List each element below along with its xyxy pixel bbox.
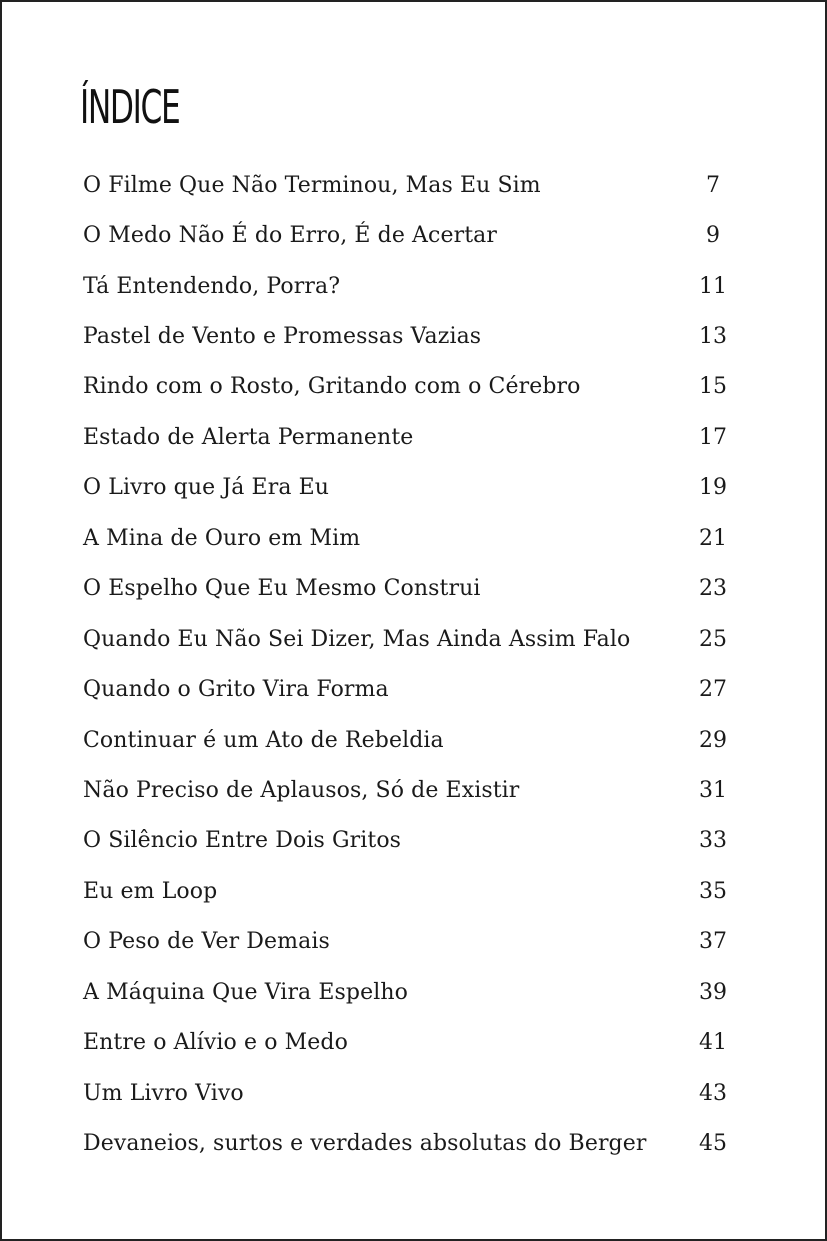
toc-entry-title: Pastel de Vento e Promessas Vazias [83, 324, 482, 350]
toc-entry-title: Eu em Loop [83, 878, 218, 904]
toc-entry[interactable] [83, 715, 743, 765]
toc-entry-title: O Peso de Ver Demais [83, 929, 330, 955]
toc-entry-title: Continuar é um Ato de Rebeldia [83, 727, 444, 753]
toc-entry[interactable] [83, 210, 743, 260]
toc-entry-title: Um Livro Vivo [83, 1080, 244, 1106]
toc-entry-page-number: 11 [699, 273, 727, 299]
toc-list [83, 160, 743, 1169]
toc-entry-title: O Filme Que Não Terminou, Mas Eu Sim [83, 172, 541, 198]
toc-entry[interactable] [83, 664, 743, 714]
toc-entry-page-number: 27 [699, 677, 727, 703]
toc-entry[interactable] [83, 160, 743, 210]
toc-entry-page-number: 15 [699, 374, 727, 400]
toc-entry-page-number: 43 [699, 1080, 727, 1106]
toc-entry[interactable] [83, 917, 743, 967]
toc-entry[interactable] [83, 261, 743, 311]
toc-entry[interactable] [83, 564, 743, 614]
toc-entry-title: O Espelho Que Eu Mesmo Construi [83, 576, 481, 602]
toc-entry-page-number: 45 [699, 1131, 727, 1157]
toc-entry-page-number: 29 [699, 727, 727, 753]
toc-entry[interactable] [83, 614, 743, 664]
toc-entry-title: O Medo Não É do Erro, É de Acertar [83, 223, 497, 249]
toc-entry-title: Tá Entendendo, Porra? [83, 273, 341, 299]
toc-entry-page-number: 23 [699, 576, 727, 602]
toc-entry[interactable] [83, 816, 743, 866]
toc-entry-page-number: 37 [699, 929, 727, 955]
toc-entry-page-number: 25 [699, 626, 727, 652]
toc-entry[interactable] [83, 311, 743, 361]
toc-entry[interactable] [83, 866, 743, 916]
toc-entry-page-number: 33 [699, 828, 727, 854]
toc-entry-page-number: 19 [699, 475, 727, 501]
toc-entry-title: Entre o Alívio e o Medo [83, 1030, 348, 1056]
toc-entry[interactable] [83, 412, 743, 462]
toc-entry-title: Quando o Grito Vira Forma [83, 677, 389, 703]
toc-entry-page-number: 7 [706, 172, 720, 198]
toc-entry-title: Devaneios, surtos e verdades absolutas do Berger [83, 1131, 647, 1157]
toc-entry[interactable] [83, 362, 743, 412]
toc-entry[interactable] [83, 1118, 743, 1168]
toc-entry-page-number: 17 [699, 424, 727, 450]
toc-entry[interactable] [83, 1068, 743, 1118]
toc-entry-page-number: 35 [699, 878, 727, 904]
toc-entry-title: Rindo com o Rosto, Gritando com o Cérebro [83, 374, 581, 400]
toc-entry[interactable] [83, 513, 743, 563]
toc-entry-page-number: 21 [699, 525, 727, 551]
toc-entry-title: A Máquina Que Vira Espelho [83, 979, 408, 1005]
toc-entry-page-number: 13 [699, 324, 727, 350]
toc-entry[interactable] [83, 765, 743, 815]
toc-entry-title: O Silêncio Entre Dois Gritos [83, 828, 402, 854]
toc-entry-title: O Livro que Já Era Eu [83, 475, 330, 501]
toc-entry-page-number: 39 [699, 979, 727, 1005]
toc-entry-page-number: 31 [699, 777, 727, 803]
toc-entry-title: Não Preciso de Aplausos, Só de Existir [83, 777, 520, 803]
toc-entry[interactable] [83, 967, 743, 1017]
toc-entry-title: Estado de Alerta Permanente [83, 424, 414, 450]
toc-entry[interactable] [83, 463, 743, 513]
toc-entry-page-number: 9 [706, 223, 720, 249]
toc-heading: ÍNDICE [80, 80, 180, 134]
toc-entry[interactable] [83, 1017, 743, 1067]
toc-entry-title: Quando Eu Não Sei Dizer, Mas Ainda Assim Falo [83, 626, 631, 652]
toc-entry-page-number: 41 [699, 1030, 727, 1056]
toc-entry-title: A Mina de Ouro em Mim [83, 525, 361, 551]
